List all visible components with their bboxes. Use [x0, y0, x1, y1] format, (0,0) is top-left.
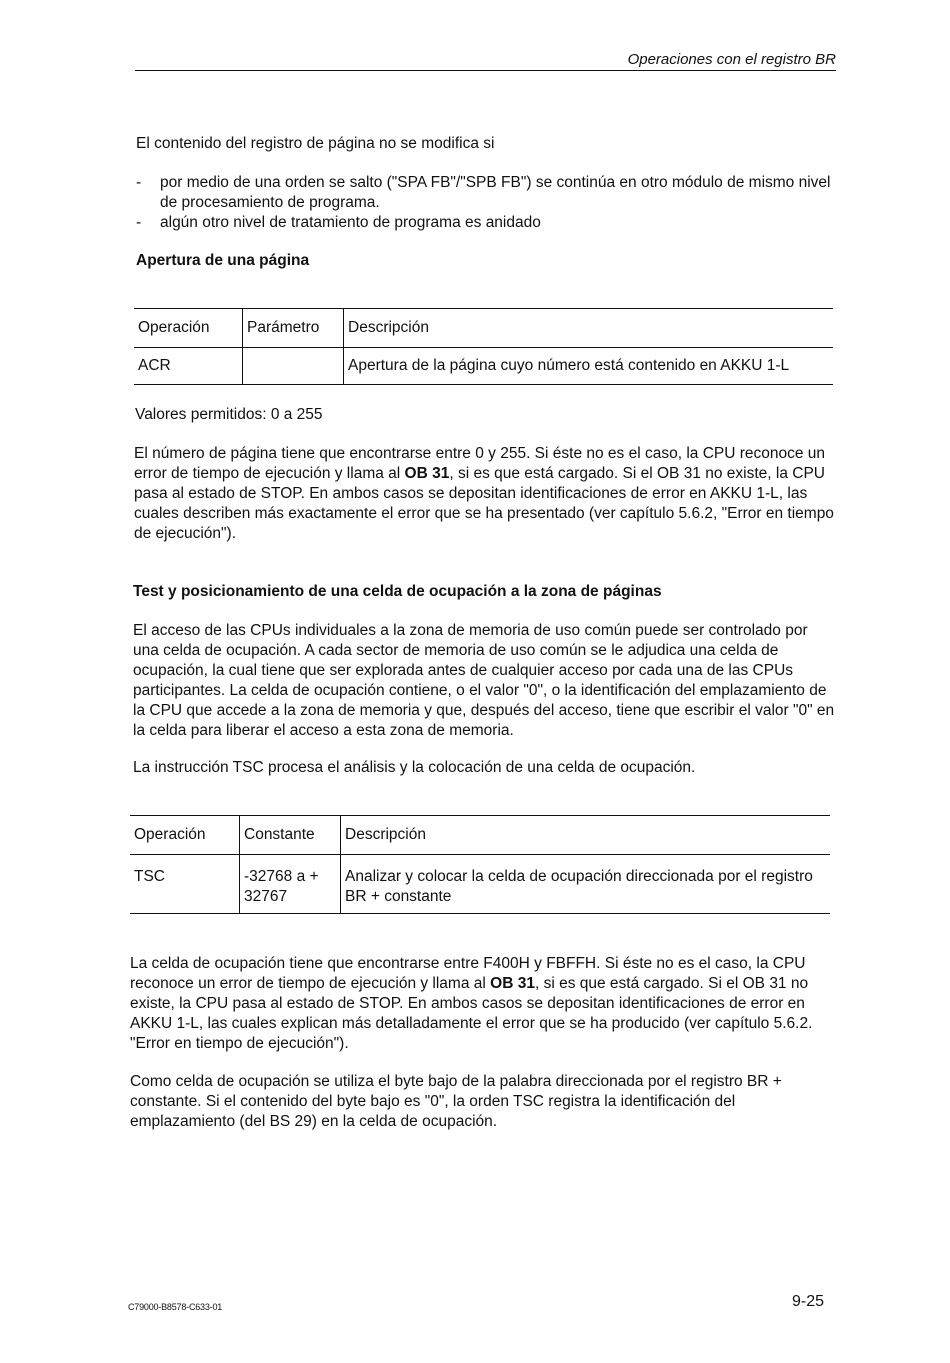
tsc-operation-table [130, 815, 830, 914]
table-header-cell: Descripción [341, 816, 831, 855]
cell-range-paragraph [130, 954, 822, 1054]
table-header-cell: Constante [240, 816, 341, 855]
list-item: - por medio de una orden se salto ("SPA FB"/"SPB FB") se continúa en otro módulo de mismo nivel de procesamiento de programa. [136, 173, 836, 213]
page-number: 9-25 [792, 1293, 825, 1310]
section-heading-test: Test y posicionamiento de una celda de ocupación a la zona de páginas [133, 583, 662, 600]
ob31-bold-text: OB 31 [490, 975, 535, 992]
table-cell: ACR [138, 357, 171, 374]
table-cell [243, 348, 344, 385]
table-cell: Apertura de la página cuyo número está contenido en AKKU 1-L [344, 348, 834, 385]
intro-bullet-list [136, 173, 836, 233]
running-header: Operaciones con el registro BR [627, 51, 836, 68]
paragraph-text: , si es que está cargado. Si el OB 31 no existe, la CPU pasa al estado de STOP. En ambos casos se depositan identificaciones de error en AKKU 1-L, las cuales explican más detalladamente el error que se ha producido (ver capítulo 5.6.2. "Error en tiempo de ejecución"). [130, 975, 813, 1052]
table-cell: Analizar y colocar la celda de ocupación direccionada por el registro BR + constante [341, 855, 831, 914]
table-header-row [130, 816, 830, 855]
document-code: C79000-B8578-C633-01 [128, 1302, 223, 1312]
intro-text: El contenido del registro de página no se modifica si [136, 135, 495, 152]
table-row [130, 855, 830, 914]
table-header-cell: Parámetro [243, 309, 344, 348]
section-heading-apertura: Apertura de una página [136, 252, 310, 269]
paragraph-text: El número de página tiene que encontrarse entre 0 y 255. Si éste no es el caso, la CPU reconoce un error de tiempo de ejecución y llama al [134, 445, 826, 482]
table-row [134, 348, 833, 385]
tsc-intro-paragraph: La instrucción TSC procesa el análisis y la colocación de una celda de ocupación. [133, 759, 696, 776]
table-cell: -32768 a + 32767 [240, 855, 341, 914]
byte-usage-paragraph: Como celda de ocupación se utiliza el byte bajo de la palabra direccionada por el registro BR + constante. Si el contenido del byte bajo es "0", la orden TSC registra la identificación del emplazamiento (del BS 29) en la celda de ocupación. [130, 1073, 782, 1130]
table-header-cell: Operación [134, 309, 243, 348]
access-paragraph: El acceso de las CPUs individuales a la zona de memoria de uso común puede ser controlado por una celda de ocupación. A cada sector de memoria de uso común se le adjudica una celda de ocupación, la cual tiene que ser explorada antes de cualquier acceso por cada una de las CPUs participantes. La celda de ocupación contiene, o el valor "0", o la identificación del emplazamiento de la CPU que accede a la zona de memoria y que, después del acceso, tiene que escribir el valor "0" en la celda para liberar el acceso a esta zona de memoria. [133, 622, 835, 739]
table-header-cell: Operación [130, 816, 240, 855]
paragraph-text: , si es que está cargado. Si el OB 31 no existe, la CPU pasa al estado de STOP. En ambos casos se depositan identificaciones de error en AKKU 1-L, las cuales describen más exactamente el error que se ha presentado (ver capítulo 5.6.2, "Error en tiempo de ejecución"). [134, 465, 834, 542]
table-header-cell: Descripción [344, 309, 834, 348]
allowed-values-text: Valores permitidos: 0 a 255 [135, 406, 323, 423]
table-cell: TSC [134, 868, 165, 885]
page-number-paragraph [134, 444, 834, 544]
paragraph-text: La celda de ocupación tiene que encontrarse entre F400H y FBFFH. Si éste no es el caso, la CPU reconoce un error de tiempo de ejecución y llama al [130, 955, 806, 992]
header-rule [135, 70, 836, 71]
list-item: - algún otro nivel de tratamiento de programa es anidado [136, 213, 836, 233]
acr-operation-table [134, 308, 833, 385]
table-header-row [134, 309, 833, 348]
ob31-bold-text: OB 31 [404, 465, 450, 482]
